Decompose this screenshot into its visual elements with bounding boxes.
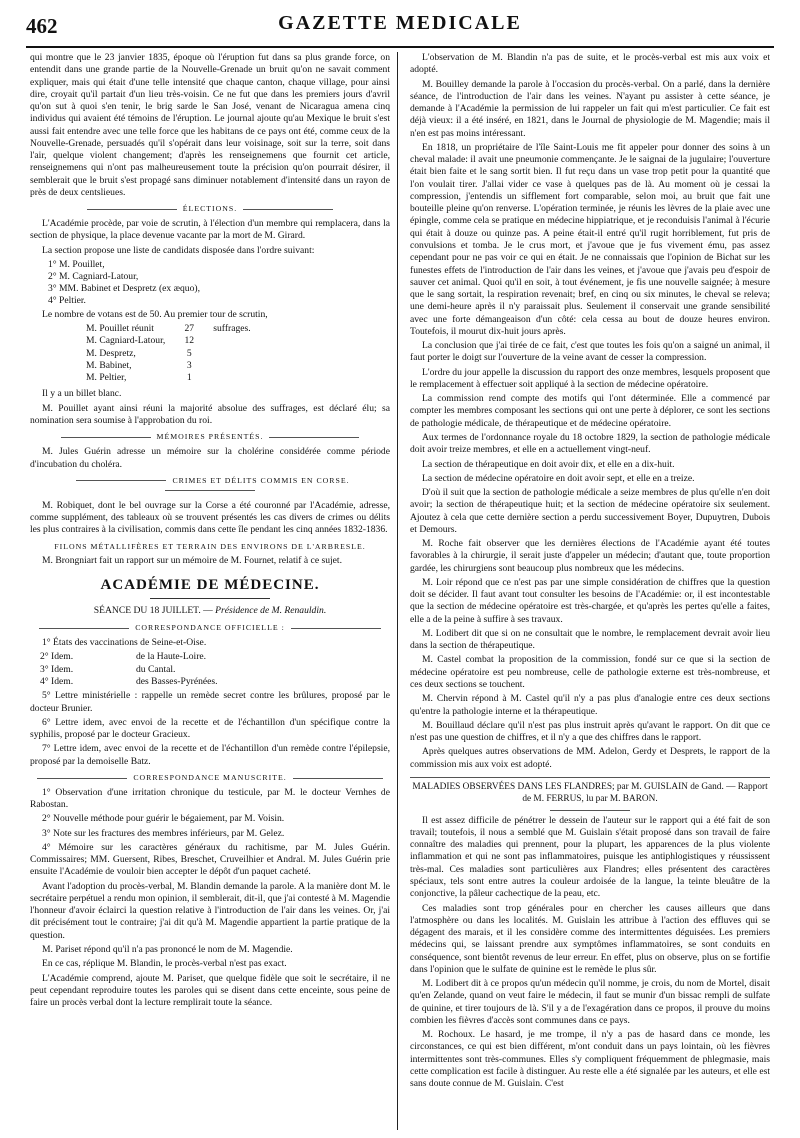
paragraph: La commission rend compte des motifs qui l'ont déterminée. Elle a commencé par compter les membres composant les sections qui ont une perte à déplorer, ce sont les sections de pathologie médicale, de thérapeutique et de médecine opératoire. [410, 393, 770, 429]
title-rule [150, 598, 270, 599]
paragraph: 1° Observation d'une irritation chronique du testicule, par M. le docteur Vernhes de Rabostan. [30, 786, 390, 811]
paragraph: M. Lodibert dit que si on ne consultait que le nombre, le remplacement devrait avoir lieu dans la section de thérapeutique. [410, 627, 770, 652]
paragraph: L'Académie comprend, ajoute M. Pariset, que quelque fidèle que soit le secrétaire, il ne peut cependant reproduire toutes les paroles qui se disent dans cette enceinte, sous peine de faire un procès verbal dont la lecture remplirait toute la séance. [30, 972, 390, 1009]
paragraph: L'ordre du jour appelle la discussion du rapport des onze membres, lesquels proposent que le remplacement à effectuer soit appliqué à la section de médecine opératoire. [410, 366, 770, 390]
list-item: 1° États des vaccinations de Seine-et-Oise. [42, 637, 207, 649]
section-heading: CRIMES ET DÉLITS COMMIS EN CORSE. [30, 476, 390, 496]
paragraph: M. Jules Guérin adresse un mémoire sur la cholérine considérée comme période d'incubation du choléra. [30, 446, 390, 470]
paragraph: La section de médecine opératoire en doit avoir sept, et elle en a treize. [422, 472, 695, 484]
paragraph: Avant l'adoption du procès-verbal, M. Blandin demande la parole. A la manière dont M. le secrétaire perpétuel a rendu mon opinion, il semblerait, dit-il, que j'ai contesté à M. Magendie l'honneur d'avoir éclairci la question relative à l'introduction de l'air dans les veines. Or, j'ai dit précisément tout le contraire; j'ai dit qu'à M. Magendie appartient la partie pratique de la question. [30, 880, 390, 941]
list-item: 2° M. Cagniard-Latour, [48, 270, 139, 282]
paragraph: M. Bouillaud déclare qu'il n'est pas plus instruit après qu'avant le rapport. On dit que ce n'est pas une question de chiffres, et il n'y a que des chiffres dans le rapport. [410, 719, 770, 744]
paragraph: M. Robiquet, dont le bel ouvrage sur la Corse a été couronné par l'Académie, adresse, comme supplément, des tableaux où se trouvent présentés les cas divers de crimes ou délits les plus contraires à la civilisation, commis dans cette île pendant les cinq années 1832-1836. [30, 499, 390, 536]
list-item: 4° Idem. des Basses-Pyrénées. [40, 675, 218, 687]
academie-title: ACADÉMIE DE MÉDECINE. [100, 576, 320, 593]
paragraph: Il y a un billet blanc. [42, 388, 122, 400]
paragraph: 7° Lettre idem, avec envoi de la recette et de l'échantillon d'un remède contre l'épilepsie, proposé par la demoiselle Batz. [30, 743, 390, 767]
heading-rule [550, 810, 630, 811]
paragraph: L'Académie procède, par voie de scrutin, à l'élection d'un membre qui remplacera, dans la section de physique, la place devenue vacante par la mort de M. Girard. [30, 218, 390, 242]
paragraph: M. Loir répond que ce n'est pas par une simple considération de chiffres que la question doit se décider. Il faut avant tout consulter les besoins de l'Académie: or, il est incontestable que la section de médecine opératoire est très-chargée, et qu'après les pertes qu'elle a faites, elle a de la peine à suffire à ses travaux. [410, 576, 770, 625]
page-header [26, 8, 774, 44]
left-column [30, 52, 390, 1132]
paragraph: M. Brongniart fait un rapport sur un mémoire de M. Fournet, relatif à ce sujet. [42, 555, 342, 567]
paragraph: 4° Mémoire sur les caractères généraux du rachitisme, par M. Jules Guérin. Commissaires; MM. Guersent, Ribes, Breschet, Cruveilhier et Andral. M. Jules Guérin prie ensuite l'Académie de vouloir bien accepter le dépôt d'un paquet cacheté. [30, 841, 390, 878]
paragraph: M. Rochoux. Le hasard, je me trompe, il n'y a pas de hasard dans ce monde, les circonstances, ce qui est bien différent, m'ont conduit dans un pays lointain, où les fièvres intermittentes sont très-communes. Elles s'y compliquent fréquemment de phlegmasie, mais cette complication est facile à distinguer. Au reste elle a été signalée par les auteurs, et elle est sans doute connue de M. Guislain. C'est [410, 1029, 770, 1090]
paragraph: La section propose une liste de candidats disposée dans l'ordre suivant: [42, 244, 315, 256]
list-item: 1° M. Pouillet, [48, 258, 105, 270]
table-row: M. Pouillet réunit 27 suffrages. [86, 323, 251, 335]
column-divider [397, 52, 398, 1130]
article-heading: MALADIES OBSERVÉES DANS LES FLANDRES; par M. GUISLAIN de Gand. — Rapport de M. FERRUS, lu par M. BARON. [410, 777, 770, 806]
list-item: 2° Idem. de la Haute-Loire. [40, 651, 207, 663]
paragraph: Il est assez difficile de pénétrer le dessein de l'auteur sur le rapport qui a été fait de son travail; toutefois, il nous a semblé que M. Guislain s'était proposé dans son travail de faire connaître des maladies qui prennent, pour la plupart, les apparences de la plus violente inflammation et qui ne sont pas inflammatoires, puisque les antiphlogistiques y réussissent très-mal. Ces maladies sont particulières aux Flandres; elles présentent des caractères spéciaux, tels sont entre autres la couleur ardoisée de la langue, la teinte bleuâtre de la conjonctive, la pâleur cachectique de la peau, etc. [410, 814, 770, 900]
paragraph: Ces maladies sont trop générales pour en chercher les causes ailleurs que dans l'atmosphère ou dans les localités. M. Guislain les attribue à l'action des effluves qui se dégagent des marais, et il les considère comme des intermittentes déguisées. Les premiers médecins qui, se laissant prendre aux symptômes inflammatoires, se sont conduits en conséquence, sont bientôt revenus de leur erreur. En effet, plus on observe, plus on se fortifie dans l'opinion que le sulfate de quinine est le remède le plus sûr. [410, 902, 770, 975]
paragraph: M. Lodibert dit à ce propos qu'un médecin qu'il nomme, je crois, du nom de Mortel, disait qu'en Zelande, quand on veut faire le médecin, il faut se munir d'un bissac rempli de sulfate de quinine, et tirer toujours de là. S'il y a de l'exagération dans ce propos, il prouve du moins combien les fièvres d'accès sont communes dans ce pays. [410, 978, 770, 1026]
table-row: M. Babinet, 3 [86, 359, 192, 371]
paragraph: M. Castel combat la proposition de la commission, fondé sur ce que si la section de médecine opératoire est peu nombreuse, celle de pathologie externe est très-nombreuse, et ces deux sections se touchent. [410, 654, 770, 691]
correspondence-list [30, 637, 390, 688]
paragraph: M. Roche fait observer que les dernières élections de l'Académie ayant été toutes favorables à la chirurgie, il serait juste d'appeler un médecin; d'autant que, toute proportion gardée, les chirurgiens sont beaucoup plus nombreux que les médecins. [410, 538, 770, 574]
table-row: M. Peltier, 1 [86, 372, 192, 384]
paragraph: Aux termes de l'ordonnance royale du 18 octobre 1829, la section de pathologie médicale doit avoir treize membres, et elle en a actuellement vingt-neuf. [410, 431, 770, 456]
running-title: GAZETTE MEDICALE [278, 12, 522, 34]
table-row: M. Cagniard-Latour, 12 [86, 335, 195, 347]
paragraph: 6° Lettre idem, avec envoi de la recette et de l'échantillon d'un spécifique contre la syphilis, proposé par le docteur Gracieux. [30, 716, 390, 741]
paragraph: D'où il suit que la section de pathologie médicale a seize membres de plus qu'elle n'en doit avoir; la section de thérapeutique huit; et la section de médecine opératoire six seulement. Ajoutez à cela que cette dernière section a perdu successivement Boyer, Dupuytren, Dubois et Demours. [410, 487, 770, 535]
section-heading: ÉLECTIONS. [30, 204, 390, 214]
paragraph: qui montre que le 23 janvier 1835, époque où l'éruption fut dans sa plus grande force, on entendit dans une grande partie de la Nouvelle-Grenade un bruit qu'on ne savait comment expliquer, mais qui était d'une telle intensité que chaque canton, chaque village, pour ainsi dire, croyait qu'il partait d'un lieu très-voisin. Ce ne fut que dans les premiers jours d'avril qu'on sut à quoi s'en tenir, le brig sarde le San José, venant de Nicaragua amena cinq individus qui avaient été témoins de l'éruption. Le journal ajoute qu'au Mexique le bruit s'est aussi fait entendre avec une telle force que les habitans de ce pays ont été, comme ceux de la Nouvelle-Grenade, persuadés qu'il s'opérait dans leur voisinage, soit sur la terre, soit dans l'air, quelque violent changement; d'après les renseignemens que fournit cet article, renseignemens qui n'ont pas malheureusement toute la précision qu'on pourrait désirer, il semblerait que le bruit s'est propagé sans diminuer notablement d'intensité dans un rayon de près de deux centslieues. [30, 52, 390, 198]
page-number: 462 [26, 14, 58, 38]
section-heading: CORRESPONDANCE MANUSCRITE. [30, 773, 390, 783]
list-item: 3° MM. Babinet et Despretz (ex æquo), [48, 282, 200, 294]
list-item: 3° Idem. du Cantal. [40, 663, 176, 675]
paragraph: M. Bouilley demande la parole à l'occasion du procès-verbal. On a parlé, dans la dernière séance, de l'introduction de l'air dans les veines. N'ayant pu assister à cette séance, je demande à l'Académie la permission de lui rappeler un fait qui m'est particulier. Ce fait est déjà vieux: il a été inséré, en 1821, dans le Journal de physiologie de M. Magendie; mais il n'en est pas moins intéressant. [410, 78, 770, 139]
seance-line: SÉANCE DU 18 JUILLET. — Présidence de M. Renauldin. [93, 604, 327, 616]
paragraph: En 1818, un propriétaire de l'île Saint-Louis me fit appeler pour donner des soins à un cheval malade: il avait une pneumonie commençante. Je le saignai de la jugulaire; l'ouverture était bien faite et le sang sortit bien. Il fut reçu dans un vase trop petit pour la quantité que l'on voulait tirer. J'allai vider ce vase à quelques pas de là. Au moment où je cessai la compression, j'entendis un sifflement fort comparable, selon moi, au bruit que fait une bouteille pleine qu'on renverse. L'opération terminée, je réunis les lèvres de la plaie avec une épingle, comme cela se pratique en médecine hippiatrique, et je reconduisis l'animal à l'écurie qui était à douze ou quinze pas. A peine était-il entré qu'il rugit horriblement, fut pris de convulsions et tomba. Je le crus mort, et j'avoue que je fus vivement ému, pas assez cependant pour ne pas voir ce qui en était. Je ne connaissais que l'opinion de Bichat sur les funestes effets de l'introduction de l'air dans les veines, et j'avoue que j'avais peu d'espoir de sauver cet animal. Quoi qu'il en soit, à tout événement, je fis une nouvelle saignée; à mesure que le sang sortait, la respiration revenait; bref, en cinq ou six minutes, le cheval se releva; une demi-heure après il n'y paraissait plus. Seulement il conservait une grande sensibilité avec une forte démangeaison d'un côté: cela cessa au bout de douze heures environ. Toutefois, il mourut dix-huit jours après. [410, 141, 770, 337]
section-heading: MÉMOIRES PRÉSENTÉS. [30, 432, 390, 442]
paragraph: La section de thérapeutique en doit avoir dix, et elle en a dix-huit. [422, 458, 675, 470]
paragraph: 2° Nouvelle méthode pour guérir le bégaiement, par M. Voisin. [42, 813, 285, 825]
paragraph: M. Chervin répond à M. Castel qu'il n'y a pas plus d'analogie entre ces deux sections qu'entre la pathologie interne et la thérapeutique. [410, 693, 770, 717]
paragraph: 5° Lettre ministérielle : rappelle un remède secret contre les brûlures, proposé par le docteur Brunier. [30, 690, 390, 714]
paragraph: M. Pariset répond qu'il n'a pas prononcé le nom de M. Magendie. [42, 943, 293, 955]
section-heading: FILONS MÉTALLIFÈRES ET TERRAIN DES ENVIRONS DE L'ARBRESLE. [54, 541, 366, 551]
paragraph: Après quelques autres observations de MM. Adelon, Gerdy et Desprets, le rapport de la commission mis aux voix est adopté. [410, 746, 770, 770]
paragraph: L'observation de M. Blandin n'a pas de suite, et le procès-verbal est mis aux voix et adopté. [410, 52, 770, 76]
candidate-list [48, 259, 390, 307]
paragraph: 3° Note sur les fractures des membres inférieurs, par M. Gelez. [42, 827, 285, 839]
vote-table [86, 323, 255, 384]
header-rule [26, 46, 774, 48]
right-column [410, 52, 770, 1132]
paragraph: La conclusion que j'ai tirée de ce fait, c'est que toutes les fois qu'on a saigné un animal, il faut porter le doigt sur l'ouverture de la veine avant de cesser la compression. [410, 340, 770, 364]
paragraph: En ce cas, réplique M. Blandin, le procès-verbal n'est pas exact. [42, 958, 287, 970]
list-item: 4° Peltier. [48, 294, 86, 306]
table-row: M. Despretz, 5 [86, 347, 192, 359]
paragraph: M. Pouillet ayant ainsi réuni la majorité absolue des suffrages, est déclaré élu; sa nomination sera soumise à l'approbation du roi. [30, 402, 390, 427]
paragraph: Le nombre de votans est de 50. Au premier tour de scrutin, [42, 308, 268, 320]
section-heading: CORRESPONDANCE OFFICIELLE : [30, 623, 390, 633]
